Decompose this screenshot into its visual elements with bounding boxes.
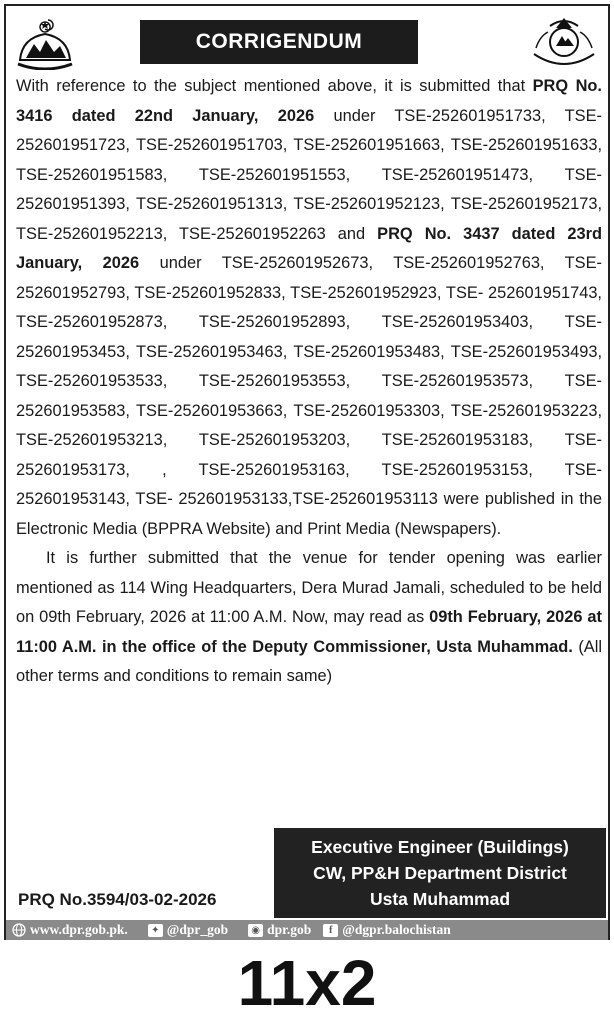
venue-text: It is further submitted that the venue for tender opening was earlier mentioned as 114 Wing Headquarters, Dera Murad Jamali, scheduled to be held on 09th February, 2026 at 11:00 A.M. Now, may read as [16, 549, 602, 626]
globe-icon [12, 923, 26, 937]
ad-size-label: 11x2 [237, 947, 377, 1019]
facebook-icon: f [323, 924, 338, 937]
instagram-handle[interactable]: dpr.gob [267, 922, 312, 937]
tse-list-1: under TSE-252601951733, TSE-252601951723, TSE-252601951703, TSE-252601951663, TSE-252601951633, TSE-252601951583, TSE-252601951553, TSE-252601951473, TSE-252601951393, TSE-252601951313, TSE-252601952123, TSE-252601952173, TSE-252601952213, TSE-252601952263 and [16, 106, 602, 243]
signature-department: CW, PP&H Department District [313, 863, 567, 883]
website-link[interactable]: www.dpr.gob.pk. [30, 922, 128, 937]
intro-text: With reference to the subject mentioned above, it is submitted that [16, 77, 533, 95]
instagram-icon: ◉ [248, 924, 263, 937]
twitter-handle[interactable]: @dpr_gob [166, 922, 229, 937]
corrigendum-banner: CORRIGENDUM [140, 20, 418, 64]
new-venue: 09th February, 2026 at 11:00 A.M. in the office of the Deputy Commissioner, Usta Muhammad. [16, 608, 602, 656]
paragraph-publication [16, 72, 602, 544]
tse-list-2: under TSE-252601952673, TSE-252601952763, TSE-252601952793, TSE-252601952833, TSE-252601952923, TSE- 252601951743, TSE-252601952873, TSE-252601952893, TSE-252601953403, TSE-252601953453, TSE-252601953463, TSE-252601953483, TSE-252601953493, TSE-252601953533, TSE-252601953553, TSE-252601953573, TSE-252601953583, TSE-252601953663, TSE-252601953303, TSE-252601953223, TSE-252601953213, TSE-252601953203, TSE-252601953183, TSE-252601953173, , TSE-252601953163, TSE-252601953153, TSE-252601953143, TSE- 252601953133,TSE-252601953113 were published in the Electronic Media (BPPRA Website) and Print Media (Newspapers). [16, 254, 603, 538]
signature-block [274, 828, 606, 918]
paragraph-venue [16, 544, 602, 692]
balochistan-emblem-icon [14, 16, 76, 70]
footer-bar [6, 920, 608, 940]
advertisement [4, 4, 610, 940]
facebook-handle[interactable]: @dgpr.balochistan [342, 922, 451, 937]
notice-body [16, 72, 602, 692]
prq-number: PRQ No.3594/03-02-2026 [18, 890, 217, 909]
prq-reference-1: PRQ No. 3416 dated 22nd January, 2026 [16, 77, 602, 125]
signature-district: Usta Muhammad [369, 889, 511, 909]
prq-reference-2: PRQ No. 3437 dated 23rd January, 2026 [16, 224, 603, 272]
terms-text: (All other terms and conditions to remain same) [16, 637, 603, 685]
twitter-icon: ✦ [148, 924, 163, 937]
department-seal-icon [526, 14, 602, 74]
signature-title: Executive Engineer (Buildings) [311, 837, 569, 857]
